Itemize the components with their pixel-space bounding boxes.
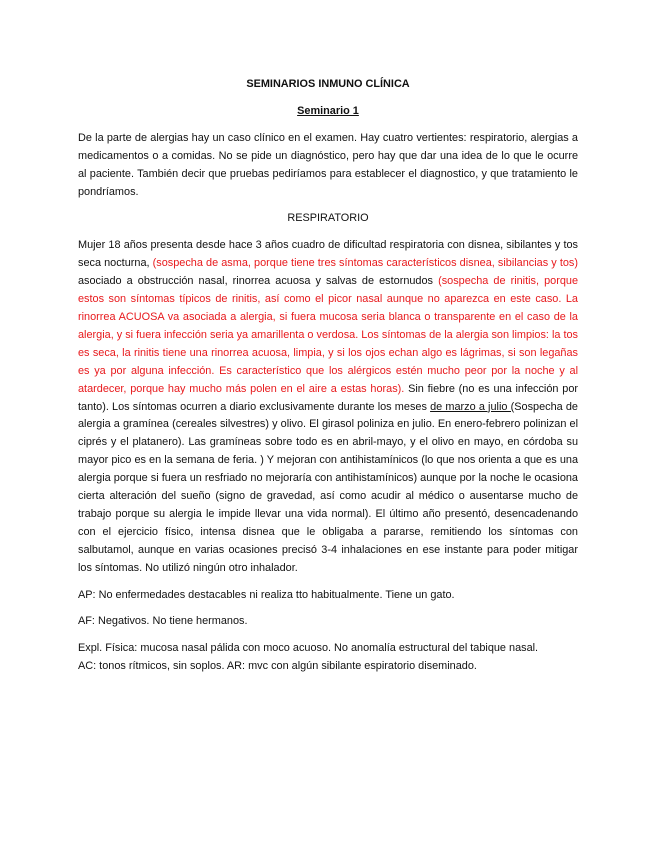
- section-heading: RESPIRATORIO: [287, 212, 369, 225]
- case-text: asociado a obstrucción nasal, rinorrea acuosa y salvas de estornudos: [78, 275, 439, 288]
- af-paragraph: AF: Negativos. No tiene hermanos.: [78, 615, 248, 628]
- case-text: Mujer 18 años presenta desde hace 3 años cuadro de dificultad respiratoria con disnea, sibilantes y tos seca nocturna,: [78, 239, 578, 270]
- rhinitis-note: (sospecha de rinitis, porque estos son síntomas típicos de rinitis, así como el picor nasal aunque no aparezca en este caso. La rinorrea ACUOSA va asociada a alergia, si fuera mucosa seria blanca o transparente en el caso de la alergia, y si fuera infección seria ya amarillenta o verdosa. Los síntomas de la alergia son limpios: la tos es seca, la rinitis tiene una rinorrea acuosa, limpia, y si los ojos echan algo es lágrimas, si son legañas es ya por alguna infección. Es característico que los alérgicos estén mucho peor por la noche y al atardecer, porque hay mucho más polen en el aire a estas horas).: [78, 275, 579, 395]
- months-underlined: de marzo a julio (: [430, 400, 515, 413]
- document-title: SEMINARIOS INMUNO CLÍNICA: [246, 78, 410, 90]
- document-page: [78, 76, 578, 685]
- auscultation-paragraph: AC: tonos rítmicos, sin soplos. AR: mvc con algún sibilante espiratorio diseminado.: [78, 660, 477, 673]
- case-paragraph: [78, 237, 578, 577]
- exploration-paragraph: Expl. Física: mucosa nasal pálida con moco acuoso. No anomalía estructural del tabique nasal.: [78, 642, 539, 655]
- asthma-note: (sospecha de asma, porque tiene tres síntomas característicos disnea, sibilancias y tos): [152, 257, 578, 270]
- ap-paragraph: AP: No enfermedades destacables ni realiza tto habitualmente. Tiene un gato.: [78, 588, 455, 601]
- case-text: Sospecha de alergia a gramínea (cereales silvestres) y olivo. El girasol poliniza en julio. En enero-febrero polinizan el ciprés y el platanero). Las gramíneas sobre todo es en abril-mayo, y el olivo en mayo, en córdoba su mayor pico es en la semana de feria. ) Y mejoran con antihistamínicos (lo que nos orienta a que es una alergia porque si fuera un resfriado no mejoraría con antihistamínicos) aunque por la noche le ocasiona cierta alteración del sueño (signo de gravedad, así como acudir al médico o ausentarse mucho de trabajo porque su alergia le impide llevar una vida normal). El último año presentó, desencadenando con el ejercicio físico, intensa disnea que le obligaba a pararse, remitiendo los síntomas con salbutamol, aunque en varias ocasiones precisó 3-4 inhalaciones en ese instante para poder mitigar los síntomas. No utilizó ningún otro inhalador.: [78, 400, 578, 574]
- intro-paragraph: De la parte de alergias hay un caso clínico en el examen. Hay cuatro vertientes: respiratorio, alergias a medicamentos o a comidas. No se pide un diagnóstico, pero hay que dar una idea de lo que le ocurre al paciente. También decir que pruebas pediríamos para establecer el diagnostico, y que tratamiento le pondríamos.: [78, 131, 578, 198]
- case-text: Sin fiebre (no es una infección por tanto). Los síntomas ocurren a diario exclusivamente durante los meses: [78, 382, 579, 413]
- document-subtitle: Seminario 1: [297, 104, 359, 117]
